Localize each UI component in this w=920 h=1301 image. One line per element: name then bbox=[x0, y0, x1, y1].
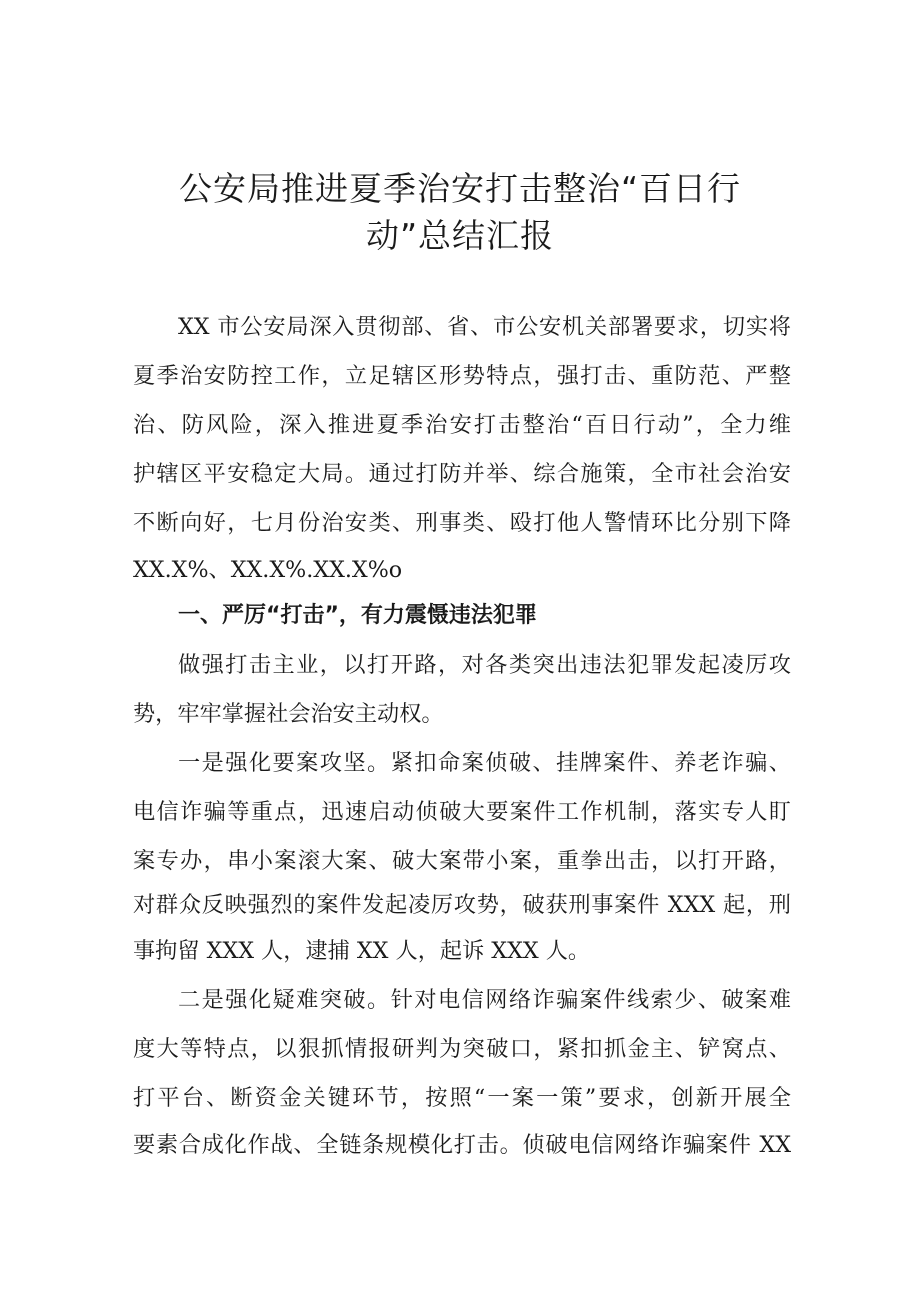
intro-line: 护辖区平安稳定大局。通过打防并举、综合施策，全市社会治安 bbox=[133, 461, 791, 487]
intro-line: XX 市公安局深入贯彻部、省、市公安机关部署要求，切实将 bbox=[178, 314, 791, 340]
paragraph-line: 案专办，串小案滚大案、破大案带小案，重拳出击，以打开路， bbox=[133, 848, 791, 874]
paragraph-line: 二是强化疑难突破。针对电信网络诈骗案件线索少、破案难 bbox=[178, 987, 791, 1013]
paragraph-line: 打平台、断资金关键环节，按照“一案一策”要求，创新开展全 bbox=[133, 1085, 791, 1111]
document-title-line-1: 公安局推进夏季治安打击整治“百日行 bbox=[178, 169, 742, 208]
intro-line: 不断向好，七月份治安类、刑事类、殴打他人警情环比分别下降 bbox=[133, 510, 791, 536]
paragraph-line: 一是强化要案攻坚。紧扣命案侦破、挂牌案件、养老诈骗、 bbox=[178, 750, 791, 776]
document-title-line-2: 动”总结汇报 bbox=[365, 216, 555, 255]
paragraph-line: 势，牢牢掌握社会治安主动权。 bbox=[133, 701, 444, 727]
paragraph-line: 做强打击主业，以打开路，对各类突出违法犯罪发起凌厉攻 bbox=[178, 652, 791, 678]
paragraph-line: 对群众反映强烈的案件发起凌厉攻势，破获刑事案件 XXX 起，刑 bbox=[133, 892, 791, 918]
paragraph-line: 电信诈骗等重点，迅速启动侦破大要案件工作机制，落实专人盯 bbox=[133, 799, 791, 825]
intro-line: XX.X%、XX.X%.XX.X%o bbox=[133, 557, 403, 583]
intro-line: 夏季治安防控工作，立足辖区形势特点，强打击、重防范、严整 bbox=[133, 363, 791, 389]
intro-line: 治、防风险，深入推进夏季治安打击整治“百日行动”，全力维 bbox=[133, 412, 791, 438]
paragraph-line: 事拘留 XXX 人，逮捕 XX 人，起诉 XXX 人。 bbox=[133, 938, 591, 964]
section-heading: 一、严厉“打击”，有力震慑违法犯罪 bbox=[178, 603, 537, 628]
paragraph-line: 度大等特点，以狠抓情报研判为突破口，紧扣抓金主、铲窝点、 bbox=[133, 1036, 791, 1062]
paragraph-line: 要素合成化作战、全链条规模化打击。侦破电信网络诈骗案件 XX bbox=[133, 1132, 791, 1158]
